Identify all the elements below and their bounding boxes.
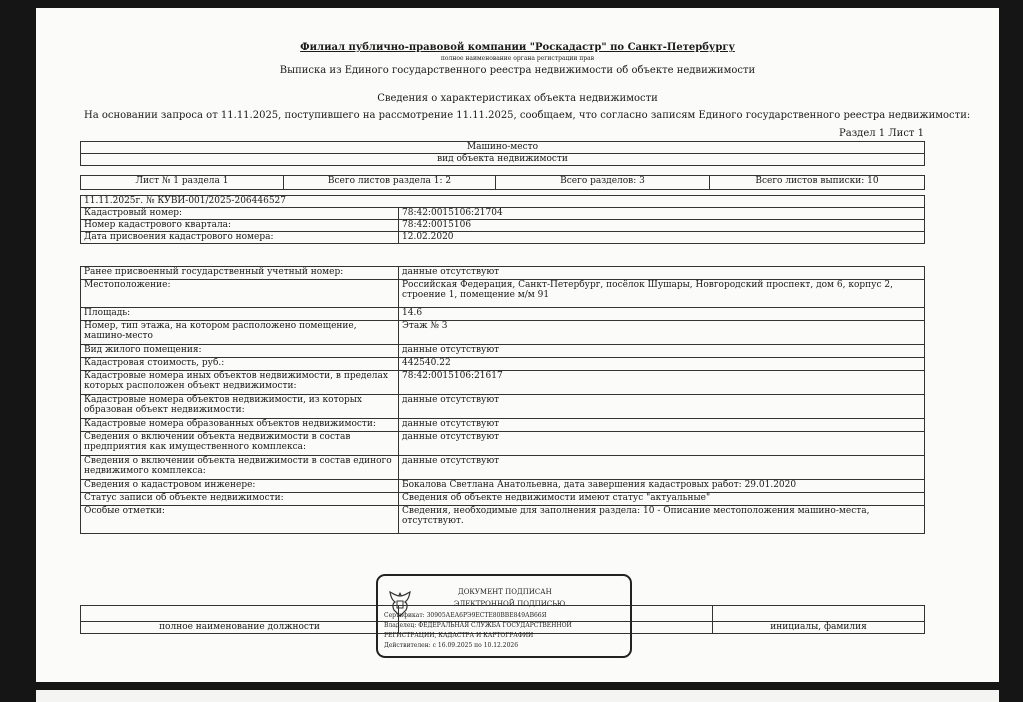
row-value: данные отсутствуют	[399, 419, 925, 432]
row-value: 78:42:0015106	[399, 220, 925, 232]
sheets-in-section: Всего листов раздела 1: 2	[284, 176, 496, 190]
table-row	[81, 456, 925, 480]
org-caption: полное наименование органа регистрации прав	[440, 55, 595, 62]
row-label: Особые отметки:	[81, 506, 399, 534]
row-value: Российская Федерация, Санкт-Петербург, посёлок Шушары, Новгородский проспект, дом 6, корпус 2, строение 1, помещение м/м 91	[399, 280, 925, 308]
row-value: 78:42:0015106:21704	[399, 208, 925, 220]
row-value: Этаж № 3	[399, 321, 925, 345]
table-row	[81, 308, 925, 321]
row-label: Кадастровый номер:	[81, 208, 399, 220]
doc-title: Выписка из Единого государственного реестра недвижимости об объекте недвижимости	[279, 65, 756, 76]
stamp-line-1: ДОКУМЕНТ ПОДПИСАН	[458, 588, 552, 596]
row-value: Сведения об объекте недвижимости имеют статус "актуальные"	[399, 493, 925, 506]
row-label: Сведения о включении объекта недвижимости в состав единого недвижимого комплекса:	[81, 456, 399, 480]
table-row	[81, 345, 925, 358]
table-row	[81, 419, 925, 432]
row-value: данные отсутствуют	[399, 395, 925, 419]
row-label: Кадастровая стоимость, руб.:	[81, 358, 399, 371]
doc-number: 11.11.2025г. № КУВИ-001/2025-206446527	[81, 196, 925, 208]
row-label: Номер, тип этажа, на котором расположено помещение, машино-место	[81, 321, 399, 345]
table-row	[81, 371, 925, 395]
sheets-table	[80, 175, 925, 190]
row-label: Кадастровые номера иных объектов недвижимости, в пределах которых расположен объект недвижимости:	[81, 371, 399, 395]
table-row	[81, 220, 925, 232]
row-value: Бокалова Светлана Анатольевна, дата завершения кадастровых работ: 29.01.2020	[399, 480, 925, 493]
row-label: Ранее присвоенный государственный учетный номер:	[81, 267, 399, 280]
row-label: Дата присвоения кадастрового номера:	[81, 232, 399, 244]
basis-text: На основании запроса от 11.11.2025, поступившего на рассмотрение 11.11.2025, сообщаем, что согласно записям Единого государственного реестра недвижимости:	[84, 110, 971, 121]
row-label: Сведения о включении объекта недвижимости в состав предприятия как имущественного комплекса:	[81, 432, 399, 456]
e-signature-stamp	[376, 574, 632, 658]
row-label: Кадастровые номера объектов недвижимости, из которых образован объект недвижимости:	[81, 395, 399, 419]
row-value: данные отсутствуют	[399, 432, 925, 456]
row-value: 78:42:0015106:21617	[399, 371, 925, 395]
stamp-line-5: РЕГИСТРАЦИИ, КАДАСТРА И КАРТОГРАФИИ	[384, 632, 534, 639]
object-type-table	[80, 141, 925, 166]
table-row	[81, 480, 925, 493]
sections-total: Всего разделов: 3	[496, 176, 710, 190]
stamp-line-4: Владелец: ФЕДЕРАЛЬНАЯ СЛУЖБА ГОСУДАРСТВЕННОЙ	[384, 622, 572, 629]
details-table	[80, 266, 925, 534]
ident-table	[80, 195, 925, 244]
table-row	[81, 208, 925, 220]
row-value: 12.02.2020	[399, 232, 925, 244]
position-caption: полное наименование должности	[81, 622, 399, 634]
stamp-line-3: Сертификат: 30905АЕА6РЭ9ЕСТЕ80ВВЕ849АВ66Я	[384, 612, 547, 619]
table-row	[81, 358, 925, 371]
table-row	[81, 280, 925, 308]
row-label: Статус записи об объекте недвижимости:	[81, 493, 399, 506]
row-value: 14.6	[399, 308, 925, 321]
section-title: Сведения о характеристиках объекта недвижимости	[377, 93, 658, 104]
table-row	[81, 267, 925, 280]
table-row	[81, 321, 925, 345]
table-row	[81, 493, 925, 506]
row-label: Сведения о кадастровом инженере:	[81, 480, 399, 493]
sheets-total: Всего листов выписки: 10	[710, 176, 925, 190]
row-value: Сведения, необходимые для заполнения раздела: 10 - Описание местоположения машино-места, отсутствуют.	[399, 506, 925, 534]
stamp-line-6: Действителен: с 16.09.2025 по 10.12.2026	[384, 642, 519, 649]
sheet-number: Лист № 1 раздела 1	[81, 176, 284, 190]
object-type-caption: вид объекта недвижимости	[81, 154, 925, 166]
table-row	[81, 506, 925, 534]
stamp-line-2: ЭЛЕКТРОННОЙ ПОДПИСЬЮ	[454, 600, 566, 608]
next-page-edge	[36, 690, 999, 702]
table-row	[81, 432, 925, 456]
row-value: данные отсутствуют	[399, 345, 925, 358]
row-value: данные отсутствуют	[399, 267, 925, 280]
row-value: данные отсутствуют	[399, 456, 925, 480]
table-row	[81, 232, 925, 244]
row-value: 442540.22	[399, 358, 925, 371]
row-label: Местоположение:	[81, 280, 399, 308]
position-cell	[81, 606, 399, 622]
row-label: Номер кадастрового квартала:	[81, 220, 399, 232]
row-label: Вид жилого помещения:	[81, 345, 399, 358]
name-caption: инициалы, фамилия	[713, 622, 925, 634]
object-type: Машино-место	[81, 142, 925, 154]
row-label: Кадастровые номера образованных объектов недвижимости:	[81, 419, 399, 432]
name-cell	[713, 606, 925, 622]
row-label: Площадь:	[81, 308, 399, 321]
section-sheet: Раздел 1 Лист 1	[839, 128, 924, 139]
table-row	[81, 395, 925, 419]
org-name: Филиал публично-правовой компании "Роскадастр" по Санкт-Петербургу	[300, 42, 735, 53]
